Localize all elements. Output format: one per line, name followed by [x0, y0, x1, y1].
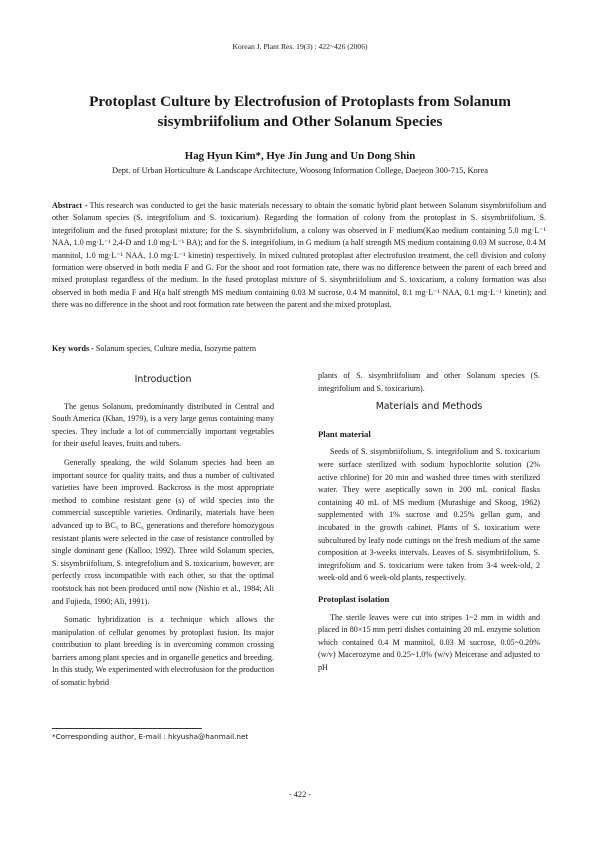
affiliation: Dept. of Urban Horticulture & Landscape Architecture, Woosong Information College, Daejeon 300-715, Korea [112, 166, 488, 175]
subheading-plant-material: Plant material [318, 428, 371, 439]
abstract-label: Abstract - [52, 201, 88, 210]
intro-paragraph-3: Somatic hybridization is a technique which allows the manipulation of cellular genomes by protoplast fusion. Its major contribution to plant breeding is in overcoming common crossing barriers among plant species and in organelle genetics and breeding. In this study, We experimented with electrofusion for the production of somatic hybrid [52, 615, 274, 688]
paper-title [60, 92, 540, 132]
section-heading-introduction: Introduction [134, 374, 192, 385]
abstract [52, 200, 546, 312]
page-number: - 422 - [288, 790, 312, 799]
journal-header: Korean J. Plant Res. 19(3) : 422~426 (2006) [232, 42, 368, 51]
left-column [52, 370, 274, 696]
footnote-divider [52, 728, 202, 729]
methods-paragraph-2: The sterile leaves were cut into stripes 1~2 mm in width and placed in 80×15 mm petri dishes containing 20 mL enzyme solution which contained 0.4 M mannitol, 0.03 M sucrose, 0.05~0.20% (w/v) Macerozyme and 0.25~1.0% (w/v) Meicerase and adjusted to pH [318, 612, 540, 672]
keywords [52, 344, 546, 353]
right-column [318, 370, 540, 680]
intro-continuation: plants of S. sisymbriifolium and other Solanum species (S. integrifolium and S. toxicarium). [318, 371, 540, 393]
keywords-text: Solanum species, Culture media, Isozyme pattern [95, 344, 257, 353]
subheading-protoplast-isolation: Protoplast isolation [318, 593, 390, 604]
intro-paragraph-1: The genus Solanum, predominantly distributed in Central and South America (Khan, 1979), is a very large genus containing many species. They include a lot of commercially important vegetables for their useful leaves, fruits and tubers. [52, 401, 274, 449]
section-heading-methods: Materials and Methods [375, 401, 483, 413]
title-line-1: Protoplast Culture by Electrofusion of Protoplasts from Solanum [89, 93, 511, 110]
keywords-label: Key words - [52, 344, 94, 353]
abstract-text: This research was conducted to get the basic materials necessary to obtain the somatic hybrid plant between Solanum sisymbriifolium and other Solanum species (S. integrifolium and S. toxicarium). Regarding the formation of colony from the protoplast in S. sisymbriifolium, S. integrifolium and the fused protoplast mixture; for the S. sisymbriifolium, a colony was observed in F medium(Kao medium containing 5.0 mg·L⁻¹ NAA, 1.0 mg·L⁻¹ 2,4-D and 1.0 mg·L⁻¹ BA); and for the S. integrifolium, in G medium (a half strength MS medium containing 0.03 M sucrose, 0.4 M mannitol, 1.0 mg·L⁻¹ NAA, 1.0 mg·L⁻¹ kinetin) respectively. In mixed cultured protoplast after electrofusion treatment, the cell division and colony formation were observed in both media F and G. For the shoot and root formation rate, there was no difference between the parent of each breed and mixed protoplast regardless of the medium. In the fused protoplast mixture of S. sisymbriifolium and S. toxicarium, a colony formation was also observed in both media F and H(a half strength MS medium containing 0.03 M sucrose, 0.4 M mannitol, 0.1 mg·L⁻¹ NAA, 0.1 mg·L⁻¹ kinetin); and there was no difference in the shoot and root formation rate between the parent and the mixed protoplast. [52, 201, 546, 310]
title-line-2: sisymbriifolium and Other Solanum Species [157, 113, 443, 130]
intro-paragraph-2: Generally speaking, the wild Solanum species had been an important source for quality traits, and thus a number of cultivated varieties have been improved. Backcross is the most appropriate method to combine resistant gene (s) of wild species into the commercial susceptible varieties. Ordinarily, materials have been advanced up to BC₅ to BC₆ generations and therefore homozygous resistant plants were selected in the case of resistance controlled by single dominant gene (Kalloo, 1992). Three wild Solanum species, S. sisymbriifolium, S. integrefolium and S. toxicarium, however, are perfectly cross incompatible with each other, so that the optimal rootstock has not been produced until now (Nishio et al., 1984; Ali and Fujieda, 1990; Ali, 1991). [52, 457, 274, 606]
footnote: *Corresponding author, E-mail : hkyusha@hanmail.net [52, 732, 249, 741]
authors: Hag Hyun Kim*, Hye Jin Jung and Un Dong Shin [184, 150, 416, 162]
methods-paragraph-1: Seeds of S. sisymbriifolium, S. integrifolium and S. toxicarium were surface sterilized with sodium hypochlorite solution (2% active chlorine) for 20 min and washed three times with sterilized water. They were aseptically sown in 200 mL conical flasks containing 40 mL of MS medium (Murashige and Skoog, 1962) supplemented with 1% sucrose and 0.25% gellan gum, and incubated in the growth cabinet. Plants of S. toxicarium were subcultured by leafy node cuttings on the fresh medium of the same composition at 3-weeks intervals. Leaves of S. sisymbriifolium, S. integrifolium and S. toxicarium were taken from 3-4 week-old, 2 week-old and 6 week-old plants, respectively. [318, 447, 540, 583]
